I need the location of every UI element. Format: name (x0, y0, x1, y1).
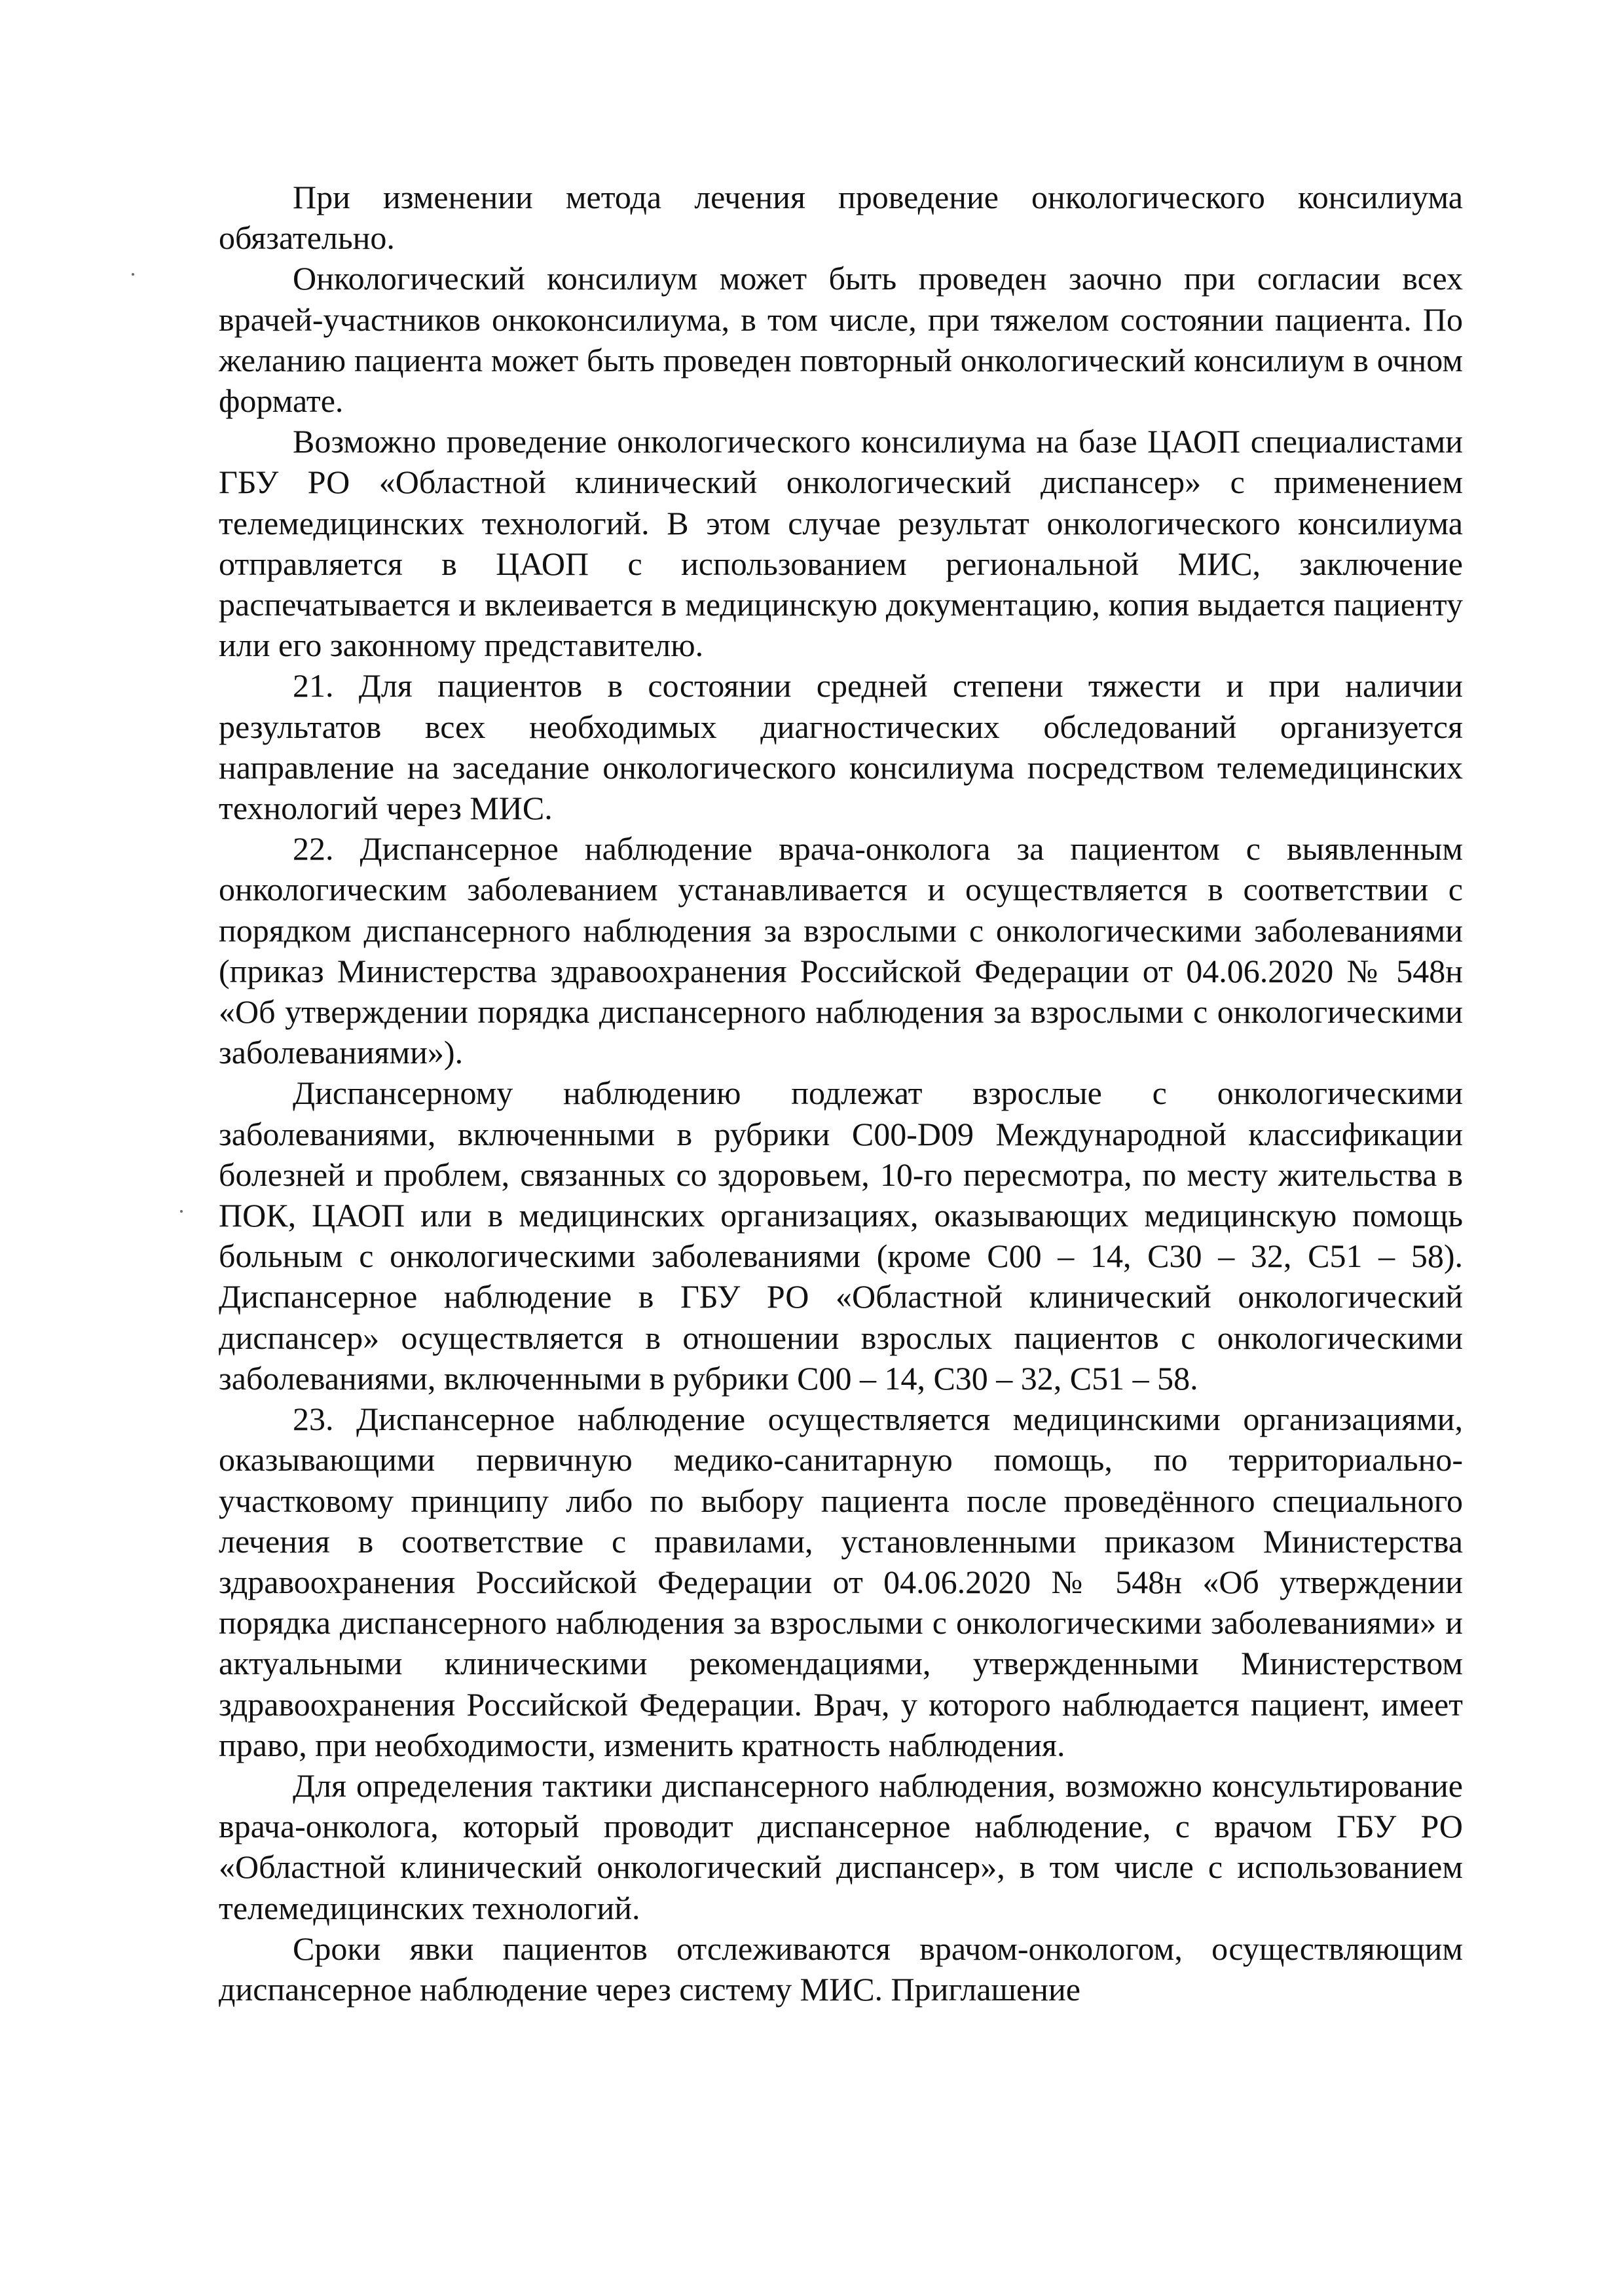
paragraph-consilium-telemedicine: Возможно проведение онкологического консилиума на базе ЦАОП специалистами ГБУ РО «Областной клинический онкологический диспансер» с применением телемедицинских технологий. В этом случае результат онкологического консилиума отправляется в ЦАОП с использованием региональной МИС, заключение распечатывается и вклеивается в медицинскую документацию, копия выдается пациенту или его законному представителю. (219, 423, 1463, 664)
paragraph-consilium-mandatory: При изменении метода лечения проведение онкологического консилиума обязательно. (219, 179, 1463, 257)
paragraph-dispensary-observation-scope: Диспансерному наблюдению подлежат взрослые с онкологическими заболеваниями, включенными в рубрики С00-D09 Международной классификации болезней и проблем, связанных со здоровьем, 10-го пересмотра, по месту жительства в ПОК, ЦАОП или в медицинских организациях, оказывающих медицинскую помощь больным с онкологическими заболеваниями (кроме С00 – 14, С30 – 32, С51 – 58). Диспансерное наблюдение в ГБУ РО «Областной клинический онкологический диспансер» осуществляется в отношении взрослых пациентов с онкологическими заболеваниями, включенными в рубрики С00 – 14, С30 – 32, С51 – 58. (219, 1074, 1463, 1397)
paragraph-consilium-in-absentia: Онкологический консилиум может быть проведен заочно при согласии всех врачей-участников онкоконсилиума, в том числе, при тяжелом состоянии пациента. По желанию пациента может быть проведен повторный онкологический консилиум в очном формате. (219, 260, 1463, 420)
paragraph-item-23: 23. Диспансерное наблюдение осуществляется медицинскими организациями, оказывающими первичную медико-санитарную помощь, по территориально-участковому принципу либо по выбору пациента после проведённого специального лечения в соответствие с правилами, установленными приказом Министерства здравоохранения Российской Федерации от 04.06.2020 № 548н «Об утверждении порядка диспансерного наблюдения за взрослыми с онкологическими заболеваниями» и актуальными клиническими рекомендациями, утвержденными Министерством здравоохранения Российской Федерации. Врач, у которого наблюдается пациент, имеет право, при необходимости, изменить кратность наблюдения. (219, 1401, 1463, 1763)
paragraph-visit-schedule: Сроки явки пациентов отслеживаются врачом-онкологом, осуществляющим диспансерное наблюдение через систему МИС. Приглашение (219, 1930, 1463, 2008)
scan-artifact-dot (180, 1210, 183, 1213)
paragraph-observation-tactics: Для определения тактики диспансерного наблюдения, возможно консультирование врача-онколога, который проводит диспансерное наблюдение, с врачом ГБУ РО «Областной клинический онкологический диспансер», в том числе с использованием телемедицинских технологий. (219, 1767, 1463, 1926)
paragraph-item-21: 21. Для пациентов в состоянии средней степени тяжести и при наличии результатов всех необходимых диагностических обследований организуется направление на заседание онкологического консилиума посредством телемедицинских технологий через МИС. (219, 667, 1463, 827)
document-text-body (219, 177, 1463, 2010)
paragraph-item-22: 22. Диспансерное наблюдение врача-онколога за пациентом с выявленным онкологическим заболеванием устанавливается и осуществляется в соответствии с порядком диспансерного наблюдения за взрослыми с онкологическими заболеваниями (приказ Министерства здравоохранения Российской Федерации от 04.06.2020 № 548н «Об утверждении порядка диспансерного наблюдения за взрослыми с онкологическими заболеваниями»). (219, 830, 1463, 1071)
scan-artifact-dot (132, 273, 134, 276)
